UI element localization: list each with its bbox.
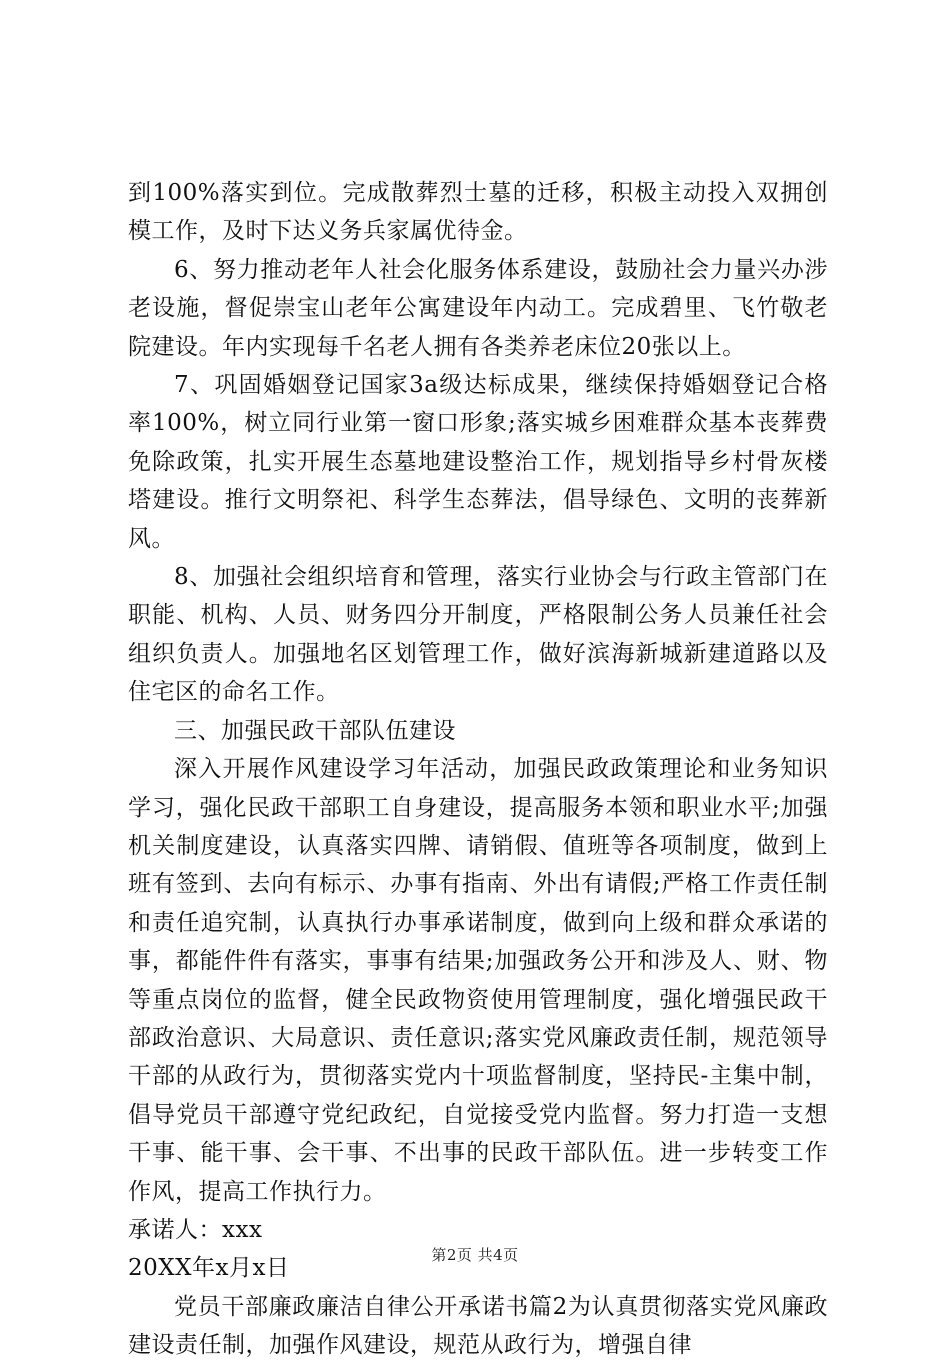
paragraph-next-article: 党员干部廉政廉洁自律公开承诺书篇2为认真贯彻落实党风廉政建设责任制，加强作风建设，规范从政行为，增强自律 — [128, 1293, 828, 1359]
document-body — [128, 174, 828, 1365]
paragraph-item-7: 7、巩固婚姻登记国家3a级达标成果，继续保持婚姻登记合格率100%，树立同行业第一窗口形象;落实城乡困难群众基本丧葬费免除政策，扎实开展生态墓地建设整治工作，规划指导乡村骨灰楼塔建设。推行文明祭祀、科学生态葬法，倡导绿色、文明的丧葬新风。 — [128, 372, 828, 552]
date-line: 20XX年x月x日 — [128, 1255, 290, 1282]
page-number-footer: 第2页 共4页 — [431, 1246, 519, 1264]
signatory-line: 承诺人：xxx — [128, 1216, 263, 1243]
paragraph-continuation: 到100%落实到位。完成散葬烈士墓的迁移，积极主动投入双拥创模工作，及时下达义务兵家属优待金。 — [128, 180, 828, 245]
paragraph-section-body: 深入开展作风建设学习年活动，加强民政政策理论和业务知识学习，强化民政干部职工自身建设，提高服务本领和职业水平;加强机关制度建设，认真落实四牌、请销假、值班等各项制度，做到上班有签到、去向有标示、办事有指南、外出有请假;严格工作责任制和责任追究制，认真执行办事承诺制度，做到向上级和群众承诺的事，都能件件有落实，事事有结果;加强政务公开和涉及人、财、物等重点岗位的监督，健全民政物资使用管理制度，强化增强民政干部政治意识、大局意识、责任意识;落实党风廉政责任制，规范领导干部的从政行为，贯彻落实党内十项监督制度，坚持民-主集中制，倡导党员干部遵守党纪政纪，自觉接受党内监督。努力打造一支想干事、能干事、会干事、不出事的民政干部队伍。进一步转变工作作风，提高工作执行力。 — [128, 756, 828, 1205]
paragraph-item-8: 8、加强社会组织培育和管理，落实行业协会与行政主管部门在职能、机构、人员、财务四分开制度，严格限制公务人员兼任社会组织负责人。加强地名区划管理工作，做好滨海新城新建道路以及住宅区的命名工作。 — [128, 564, 828, 706]
section-heading: 三、加强民政干部队伍建设 — [174, 717, 456, 744]
paragraph-item-6: 6、努力推动老年人社会化服务体系建设，鼓励社会力量兴办涉老设施，督促崇宝山老年公寓建设年内动工。完成碧里、飞竹敬老院建设。年内实现每千名老人拥有各类养老床位20张以上。 — [128, 256, 828, 360]
